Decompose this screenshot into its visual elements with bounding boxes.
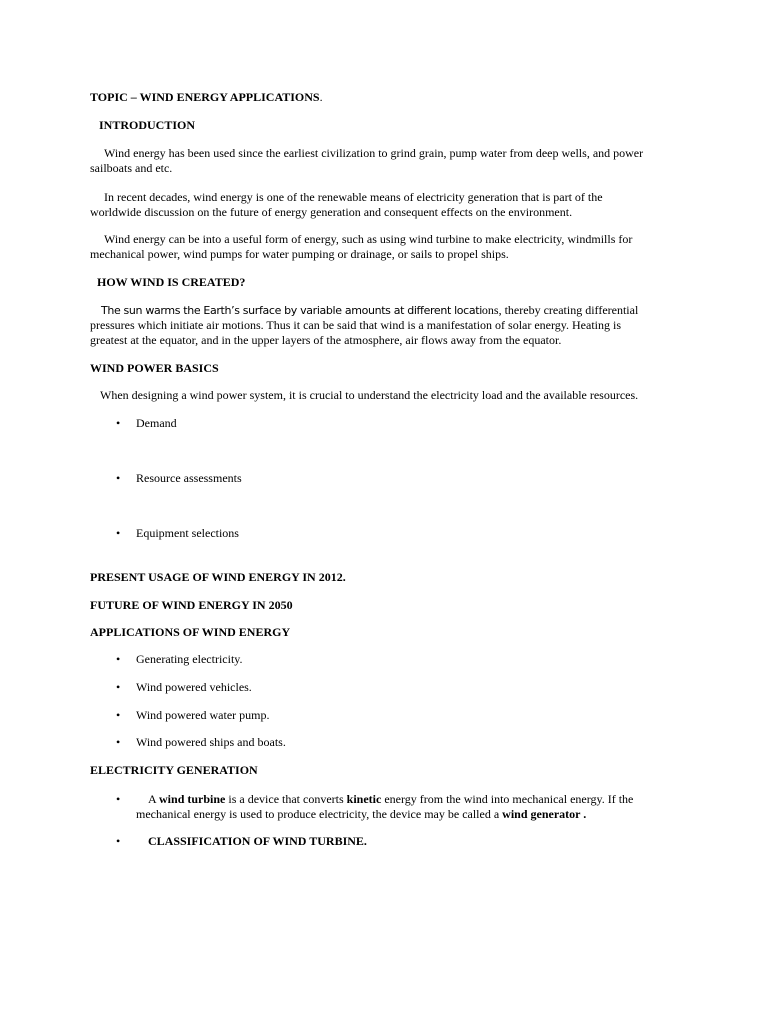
bullet-icon: • — [116, 735, 121, 749]
intro-paragraph-2-line-1: In recent decades, wind energy is one of the renewable means of electricity generation that is part of the — [104, 190, 603, 204]
electricity-bullet-1-line-1: A wind turbine is a device that converts kinetic energy from the wind into mechanical energy. If the — [148, 792, 634, 806]
created-line-2: pressures which initiate air motions. Thus it can be said that wind is a manifestation of solar energy. Heating is — [90, 318, 621, 332]
heading-present-usage: PRESENT USAGE OF WIND ENERGY IN 2012. — [90, 570, 346, 584]
intro-paragraph-2-line-2: worldwide discussion on the future of energy generation and consequent effects on the environment. — [90, 205, 573, 219]
electricity-bullet-2: CLASSIFICATION OF WIND TURBINE. — [148, 834, 367, 848]
bullet-icon: • — [116, 834, 121, 848]
document-title: TOPIC – WIND ENERGY APPLICATIONS. — [90, 90, 323, 104]
electricity-bullet-1-line-2: mechanical energy is used to produce electricity, the device may be called a wind generator . — [136, 807, 587, 821]
applications-bullet-4: Wind powered ships and boats. — [136, 735, 286, 749]
heading-electricity-generation: ELECTRICITY GENERATION — [90, 763, 258, 777]
applications-bullet-2: Wind powered vehicles. — [136, 680, 252, 694]
bullet-icon: • — [116, 416, 121, 430]
intro-paragraph-1-line-1: Wind energy has been used since the earliest civilization to grind grain, pump water from deep wells, and power — [104, 146, 644, 160]
bullet-icon: • — [116, 471, 121, 485]
basics-bullet-demand: Demand — [136, 416, 177, 430]
heading-future: FUTURE OF WIND ENERGY IN 2050 — [90, 598, 293, 612]
heading-how-wind-is-created: HOW WIND IS CREATED? — [97, 275, 246, 289]
bullet-icon: • — [116, 792, 121, 806]
applications-bullet-3: Wind powered water pump. — [136, 708, 270, 722]
basics-text: When designing a wind power system, it is crucial to understand the electricity load and the available resources. — [100, 388, 639, 402]
heading-applications: APPLICATIONS OF WIND ENERGY — [90, 625, 291, 639]
created-line-1: The sun warms the Earth’s surface by variable amounts at different locations, thereby creating differential — [101, 303, 639, 317]
bullet-icon: • — [116, 526, 121, 540]
basics-bullet-resource-assessments: Resource assessments — [136, 471, 242, 485]
created-line-3: greatest at the equator, and in the upper layers of the atmosphere, air flows away from the equator. — [90, 333, 562, 347]
basics-bullet-equipment-selections: Equipment selections — [136, 526, 239, 540]
bullet-icon: • — [116, 652, 121, 666]
intro-paragraph-3-line-2: mechanical power, wind pumps for water pumping or drainage, or sails to propel ships. — [90, 247, 509, 261]
intro-paragraph-3-line-1: Wind energy can be into a useful form of energy, such as using wind turbine to make electricity, windmills for — [104, 232, 633, 246]
heading-wind-power-basics: WIND POWER BASICS — [90, 361, 219, 375]
intro-paragraph-1-line-2: sailboats and etc. — [90, 161, 173, 175]
applications-bullet-1: Generating electricity. — [136, 652, 243, 666]
bullet-icon: • — [116, 680, 121, 694]
bullet-icon: • — [116, 708, 121, 722]
heading-introduction: INTRODUCTION — [99, 118, 196, 132]
